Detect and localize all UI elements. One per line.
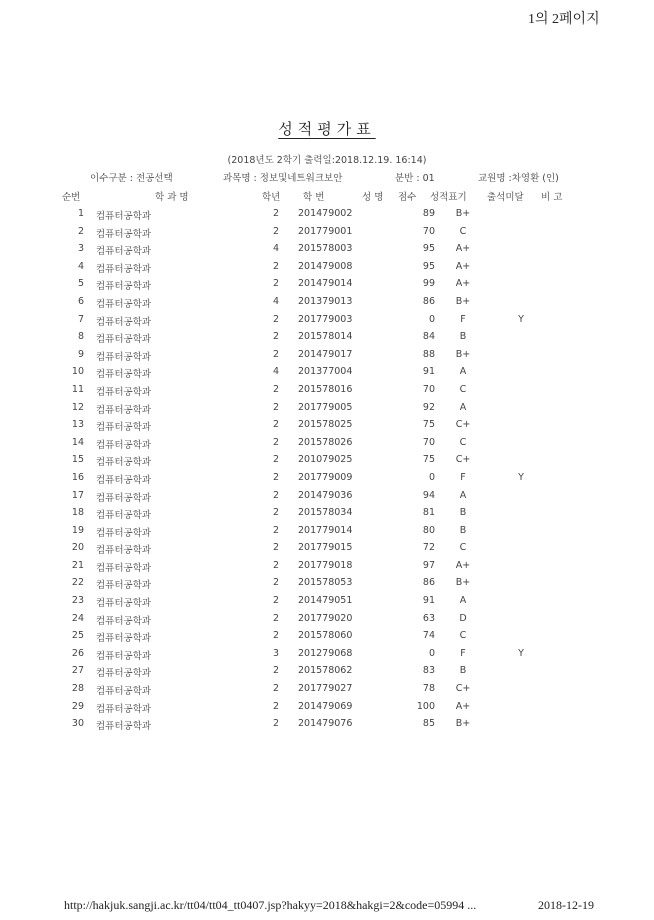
row-student-id: 201779020 [298, 612, 353, 624]
row-grade: D [459, 612, 467, 624]
row-year: 2 [272, 471, 280, 483]
row-number: 15 [71, 454, 84, 466]
row-number: 3 [77, 243, 84, 255]
col-year: 학년 [262, 192, 281, 203]
row-year: 2 [272, 454, 280, 466]
table-row [0, 718, 654, 736]
row-number: 23 [71, 595, 84, 607]
row-score: 0 [428, 313, 435, 325]
table-row [0, 454, 654, 472]
table-row [0, 525, 654, 543]
row-dept: 컴퓨터공학과 [96, 598, 152, 610]
row-score: 78 [422, 683, 435, 695]
row-number: 22 [71, 577, 84, 589]
row-student-id: 201779005 [298, 401, 353, 413]
row-student-id: 201578026 [298, 436, 353, 448]
table-row [0, 542, 654, 560]
page-footer [64, 898, 654, 913]
course-name: 과목명 : 정보및네트워크보안 [223, 173, 343, 184]
course-type: 이수구분 : 전공선택 [90, 173, 173, 184]
row-score: 0 [428, 471, 435, 483]
row-year: 2 [272, 348, 280, 360]
table-row [0, 683, 654, 701]
row-score: 92 [422, 401, 435, 413]
row-year: 2 [272, 524, 280, 536]
table-row [0, 648, 654, 666]
row-student-id: 201578003 [298, 243, 353, 255]
row-grade: A+ [455, 700, 471, 712]
row-score: 83 [422, 665, 435, 677]
section: 분반 : 01 [395, 173, 435, 184]
row-grade: C+ [455, 419, 471, 431]
table-row [0, 507, 654, 525]
row-dept: 컴퓨터공학과 [96, 457, 152, 469]
row-dept: 컴퓨터공학과 [96, 527, 152, 539]
row-score: 74 [422, 630, 435, 642]
table-row [0, 278, 654, 296]
page-counter: 1의 2페이지 [528, 12, 600, 27]
row-year: 2 [272, 436, 280, 448]
row-student-id: 201479014 [298, 278, 353, 290]
row-student-id: 201779014 [298, 524, 353, 536]
col-dept: 학 과 명 [155, 192, 189, 203]
row-year: 2 [272, 383, 280, 395]
row-grade: B+ [455, 577, 471, 589]
row-student-id: 201779003 [298, 313, 353, 325]
row-student-id: 201479008 [298, 260, 353, 272]
row-number: 6 [77, 295, 84, 307]
row-year: 2 [272, 683, 280, 695]
table-row [0, 630, 654, 648]
row-student-id: 201479017 [298, 348, 353, 360]
row-student-id: 201578025 [298, 419, 353, 431]
table-row [0, 384, 654, 402]
row-grade: B+ [455, 208, 471, 219]
row-student-id: 201479051 [298, 595, 353, 607]
row-student-id: 201479036 [298, 489, 353, 501]
row-number: 26 [71, 647, 84, 659]
row-score: 81 [422, 507, 435, 519]
row-student-id: 201479076 [298, 718, 353, 730]
row-grade: B [459, 507, 467, 519]
table-row [0, 402, 654, 420]
row-number: 9 [77, 348, 84, 360]
row-score: 70 [422, 436, 435, 448]
row-score: 94 [422, 489, 435, 501]
row-grade: A [459, 401, 467, 413]
row-absent: Y [518, 313, 524, 325]
table-row [0, 701, 654, 719]
row-grade: B [459, 524, 467, 536]
row-dept: 컴퓨터공학과 [96, 650, 152, 662]
row-student-id: 201779015 [298, 542, 353, 554]
row-dept: 컴퓨터공학과 [96, 580, 152, 592]
table-row [0, 472, 654, 490]
row-student-id: 201578014 [298, 331, 353, 343]
row-year: 2 [272, 331, 280, 343]
row-dept: 컴퓨터공학과 [96, 492, 152, 504]
row-student-id: 201279068 [298, 647, 353, 659]
row-score: 86 [422, 295, 435, 307]
row-dept: 컴퓨터공학과 [96, 369, 152, 381]
row-number: 24 [71, 612, 84, 624]
table-row [0, 577, 654, 595]
row-dept: 컴퓨터공학과 [96, 334, 152, 346]
row-grade: C [459, 383, 467, 395]
row-year: 2 [272, 542, 280, 554]
row-dept: 컴퓨터공학과 [96, 633, 152, 645]
table-row [0, 437, 654, 455]
row-grade: A [459, 595, 467, 607]
table-row [0, 419, 654, 437]
row-number: 12 [71, 401, 84, 413]
row-dept: 컴퓨터공학과 [96, 474, 152, 486]
row-year: 2 [272, 507, 280, 519]
row-year: 2 [272, 577, 280, 589]
row-student-id: 201377004 [298, 366, 353, 378]
row-score: 89 [422, 208, 435, 219]
row-grade: A+ [455, 559, 471, 571]
table-header [0, 189, 654, 203]
row-dept: 컴퓨터공학과 [96, 211, 152, 222]
row-grade: B+ [455, 295, 471, 307]
row-score: 91 [422, 595, 435, 607]
row-score: 97 [422, 559, 435, 571]
row-dept: 컴퓨터공학과 [96, 686, 152, 698]
row-number: 4 [77, 260, 84, 272]
row-number: 2 [77, 225, 84, 237]
row-grade: C [459, 542, 467, 554]
row-year: 3 [272, 647, 280, 659]
row-dept: 컴퓨터공학과 [96, 615, 152, 627]
row-dept: 컴퓨터공학과 [96, 246, 152, 258]
row-score: 99 [422, 278, 435, 290]
row-number: 8 [77, 331, 84, 343]
row-year: 2 [272, 612, 280, 624]
row-student-id: 201779009 [298, 471, 353, 483]
print-info: (2018년도 2학기 출력일:2018.12.19. 16:14) [227, 155, 427, 166]
row-number: 5 [77, 278, 84, 290]
table-row [0, 314, 654, 332]
row-absent: Y [518, 647, 524, 659]
row-student-id: 201578016 [298, 383, 353, 395]
footer-url: http://hakjuk.sangji.ac.kr/tt04/tt04_tt0407.jsp?hakyy=2018&hakgi=2&code=05994 ... [64, 898, 477, 912]
row-dept: 컴퓨터공학과 [96, 703, 152, 715]
row-grade: B+ [455, 718, 471, 730]
row-grade: B+ [455, 348, 471, 360]
row-number: 20 [71, 542, 84, 554]
row-score: 91 [422, 366, 435, 378]
row-number: 11 [71, 383, 84, 395]
table-row [0, 226, 654, 244]
row-score: 0 [428, 647, 435, 659]
row-dept: 컴퓨터공학과 [96, 281, 152, 293]
row-year: 2 [272, 718, 280, 730]
row-year: 2 [272, 225, 280, 237]
table-row [0, 349, 654, 367]
document-title [0, 118, 654, 139]
col-remark: 비 고 [541, 192, 563, 203]
row-dept: 컴퓨터공학과 [96, 351, 152, 363]
row-student-id: 201578062 [298, 665, 353, 677]
row-dept: 컴퓨터공학과 [96, 439, 152, 451]
row-number: 13 [71, 419, 84, 431]
row-year: 2 [272, 401, 280, 413]
row-score: 80 [422, 524, 435, 536]
row-grade: F [460, 471, 466, 483]
row-year: 4 [272, 366, 280, 378]
footer-date: 2018-12-19 [538, 898, 594, 912]
row-dept: 컴퓨터공학과 [96, 545, 152, 557]
table-row [0, 560, 654, 578]
row-student-id: 201079025 [298, 454, 353, 466]
row-student-id: 201779027 [298, 683, 353, 695]
row-dept: 컴퓨터공학과 [96, 263, 152, 275]
row-grade: C [459, 630, 467, 642]
row-number: 29 [71, 700, 84, 712]
row-number: 17 [71, 489, 84, 501]
row-dept: 컴퓨터공학과 [96, 386, 152, 398]
row-grade: C+ [455, 683, 471, 695]
row-year: 2 [272, 278, 280, 290]
row-number: 21 [71, 559, 84, 571]
col-score: 점수 [398, 192, 417, 203]
table-row [0, 331, 654, 349]
row-number: 16 [71, 471, 84, 483]
row-dept: 컴퓨터공학과 [96, 721, 152, 733]
row-year: 2 [272, 260, 280, 272]
row-score: 75 [422, 454, 435, 466]
row-number: 19 [71, 524, 84, 536]
row-year: 2 [272, 419, 280, 431]
col-name: 성 명 [362, 192, 384, 203]
row-dept: 컴퓨터공학과 [96, 562, 152, 574]
row-year: 2 [272, 665, 280, 677]
row-year: 2 [272, 630, 280, 642]
row-grade: F [460, 647, 466, 659]
row-grade: A+ [455, 260, 471, 272]
table-row [0, 613, 654, 631]
row-grade: F [460, 313, 466, 325]
row-number: 27 [71, 665, 84, 677]
row-number: 14 [71, 436, 84, 448]
row-dept: 컴퓨터공학과 [96, 668, 152, 680]
course-meta [0, 170, 654, 184]
row-score: 86 [422, 577, 435, 589]
row-number: 18 [71, 507, 84, 519]
row-absent: Y [518, 471, 524, 483]
row-year: 2 [272, 313, 280, 325]
document-title-text: 성적평가표 [278, 120, 376, 138]
row-score: 70 [422, 383, 435, 395]
instructor: 교원명 :차영환 (인) [478, 173, 559, 184]
row-dept: 컴퓨터공학과 [96, 510, 152, 522]
row-grade: C [459, 436, 467, 448]
row-score: 84 [422, 331, 435, 343]
row-year: 4 [272, 243, 280, 255]
row-student-id: 201479002 [298, 208, 353, 219]
row-year: 2 [272, 559, 280, 571]
row-grade: C [459, 225, 467, 237]
row-score: 88 [422, 348, 435, 360]
row-grade: B [459, 665, 467, 677]
row-score: 70 [422, 225, 435, 237]
row-score: 85 [422, 718, 435, 730]
row-number: 1 [77, 208, 84, 219]
row-score: 72 [422, 542, 435, 554]
row-grade: C+ [455, 454, 471, 466]
col-student-id: 학 번 [303, 192, 325, 203]
row-dept: 컴퓨터공학과 [96, 404, 152, 416]
row-score: 63 [422, 612, 435, 624]
table-row [0, 243, 654, 261]
table-row [0, 208, 654, 226]
row-grade: A [459, 489, 467, 501]
col-absent: 출석미달 [487, 192, 524, 203]
row-number: 10 [71, 366, 84, 378]
row-dept: 컴퓨터공학과 [96, 422, 152, 434]
row-year: 4 [272, 295, 280, 307]
row-year: 2 [272, 700, 280, 712]
table-row [0, 665, 654, 683]
row-number: 28 [71, 683, 84, 695]
table-row [0, 261, 654, 279]
grade-table-body [0, 208, 654, 736]
row-year: 2 [272, 489, 280, 501]
table-row [0, 490, 654, 508]
row-score: 95 [422, 243, 435, 255]
row-dept: 컴퓨터공학과 [96, 316, 152, 328]
row-number: 7 [77, 313, 84, 325]
row-score: 100 [416, 700, 435, 712]
row-year: 2 [272, 208, 280, 219]
col-no: 순번 [62, 192, 81, 203]
row-student-id: 201578053 [298, 577, 353, 589]
row-score: 95 [422, 260, 435, 272]
row-student-id: 201578034 [298, 507, 353, 519]
row-grade: A+ [455, 243, 471, 255]
row-student-id: 201578060 [298, 630, 353, 642]
row-student-id: 201479069 [298, 700, 353, 712]
row-dept: 컴퓨터공학과 [96, 298, 152, 310]
row-year: 2 [272, 595, 280, 607]
row-student-id: 201379013 [298, 295, 353, 307]
row-grade: B [459, 331, 467, 343]
row-student-id: 201779001 [298, 225, 353, 237]
row-student-id: 201779018 [298, 559, 353, 571]
row-grade: A+ [455, 278, 471, 290]
row-grade: A [459, 366, 467, 378]
table-row [0, 595, 654, 613]
table-row [0, 296, 654, 314]
row-number: 25 [71, 630, 84, 642]
row-number: 30 [71, 718, 84, 730]
table-row [0, 366, 654, 384]
row-score: 75 [422, 419, 435, 431]
row-dept: 컴퓨터공학과 [96, 228, 152, 240]
col-grade: 성적표기 [430, 192, 467, 203]
